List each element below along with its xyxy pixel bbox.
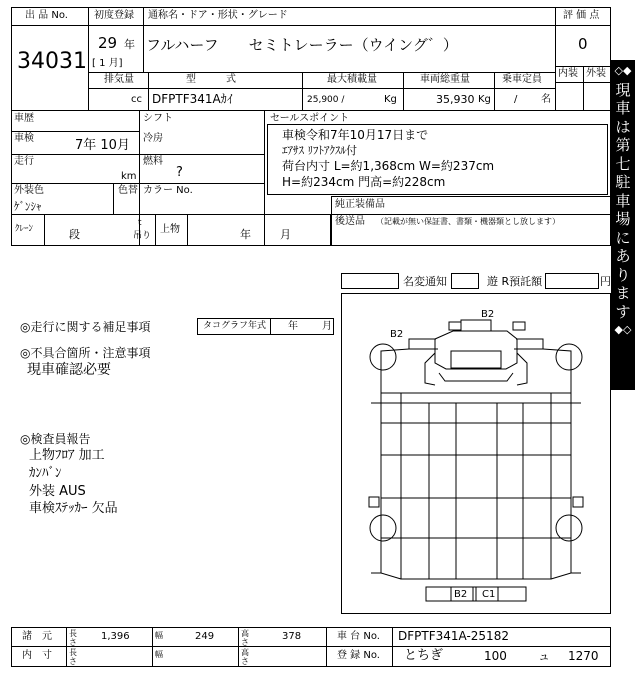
max-load-value: 25,900 / — [307, 95, 345, 105]
shaken-label: 車検 — [14, 133, 34, 144]
banner-char: あ — [615, 247, 631, 265]
rating-value: 0 — [578, 35, 588, 53]
upper-body-month: 月 — [280, 228, 291, 241]
banner-char: は — [615, 117, 631, 136]
banner-char: す — [615, 302, 631, 321]
delivery-items-note: （記載が無い保証書、書類・機器類とし放します） — [376, 217, 560, 226]
crane-hang: 吊り — [133, 231, 152, 241]
inspector-report-title: ◎検査員報告 — [20, 432, 91, 446]
exterior-color-label: 外装色 — [14, 185, 44, 196]
interior-rating-label: 内装 — [558, 68, 578, 79]
divider — [583, 66, 584, 111]
year-unit: 年 — [124, 38, 135, 51]
first-registration-month: [ 1 月] — [92, 58, 123, 69]
lot-number: 34031 — [17, 49, 87, 74]
registration-region: とちぎ — [404, 648, 444, 663]
genuine-equipment-label: 純正装備品 — [335, 199, 385, 210]
divider — [302, 72, 303, 111]
divider — [238, 627, 239, 667]
recycle-deposit-label: 遊 R預託額 — [487, 275, 543, 288]
divider — [270, 318, 271, 335]
divider — [331, 196, 611, 197]
defects-text: 現車確認必要 — [27, 362, 111, 378]
mileage-unit: km — [121, 171, 137, 182]
driving-notes-title: ◎走行に関する補足事項 — [20, 320, 151, 334]
registration-number: 1270 — [568, 649, 599, 663]
banner-char: 車 — [615, 99, 631, 117]
divider — [152, 627, 153, 667]
banner-char: に — [615, 228, 631, 247]
crane-step: 段 — [69, 228, 80, 241]
damage-mark: B2 — [390, 329, 404, 340]
upper-body-label: 上物 — [160, 224, 180, 235]
yen-unit: 円 — [600, 275, 611, 288]
height-label-text: 高 さ — [241, 629, 249, 647]
name-change-label: 名変通知 — [403, 275, 447, 288]
model-label: 型 式 — [186, 74, 236, 85]
divider — [11, 154, 265, 155]
registration-label: 登 録 No. — [337, 650, 380, 661]
tachograph-month: 月 — [322, 321, 332, 332]
inspector-report-line: 車検ｽﾃｯｶｰ 欠品 — [29, 501, 118, 516]
mileage-label: 走行 — [14, 156, 34, 167]
divider — [143, 7, 144, 73]
divider — [44, 214, 45, 246]
color-change-label: 色替 — [118, 185, 138, 196]
divider — [113, 183, 114, 214]
height-label-text: 高 さ — [241, 648, 249, 666]
length-label-text: 長 さ — [69, 648, 77, 666]
max-load-unit: Kg — [384, 94, 397, 105]
location-banner — [611, 60, 635, 390]
banner-char: 駐 — [615, 173, 631, 191]
divider — [11, 131, 139, 132]
displacement-unit: cc — [131, 94, 142, 105]
length-value: 1,396 — [101, 631, 130, 642]
sales-point-line: ｴｱｻｽ ﾘﾌﾄｱｸｽﾙ付 — [282, 144, 357, 157]
sales-point-line: 荷台内寸 L=約1,368cm W=約237cm — [282, 159, 495, 173]
width-value: 249 — [195, 631, 215, 642]
banner-char: ま — [615, 284, 631, 302]
fuel-value: ? — [176, 165, 183, 180]
model-value: DFPTF341Aｶｲ — [152, 92, 233, 106]
capacity-value: / — [514, 94, 518, 105]
diamond-icon: ◇◆ — [614, 64, 632, 77]
damage-mark: B2 — [481, 309, 495, 320]
crane-ton: t — [138, 218, 142, 228]
lot-label: 出 品 No. — [25, 10, 68, 21]
inspector-report-line: ｶﾝﾊﾞﾝ — [29, 466, 62, 481]
name-change-checkbox[interactable] — [341, 273, 399, 289]
chassis-number-label: 車 台 No. — [337, 631, 380, 642]
divider — [88, 25, 556, 26]
divider — [148, 72, 149, 111]
divider — [88, 88, 556, 89]
tachograph-label: タコグラフ年式 — [203, 321, 267, 331]
divider — [331, 196, 332, 246]
damage-mark: C1 — [482, 589, 496, 600]
crane-label: ｸﾚｰﾝ — [15, 224, 34, 234]
gross-weight-label: 車両総重量 — [420, 74, 470, 85]
height-label — [241, 629, 251, 647]
divider — [187, 214, 188, 246]
fuel-label: 燃料 — [143, 156, 163, 167]
divider — [66, 627, 67, 667]
banner-char: 場 — [615, 210, 631, 228]
inner-width-label: 幅 — [155, 650, 163, 659]
diamond-icon: ◆◇ — [614, 323, 632, 336]
inspector-report-line: 外装 AUS — [29, 484, 86, 499]
banner-char: 七 — [615, 154, 631, 173]
defects-title: ◎不具合箇所・注意事項 — [20, 346, 151, 360]
length-label — [69, 629, 79, 647]
sales-points-label: セールスポイント — [270, 113, 350, 124]
delivery-items-label: 後送品 — [335, 216, 365, 227]
vehicle-name-label: 通称名・ドア・形状・グレード — [148, 10, 288, 21]
registration-kana: ュ — [538, 649, 551, 663]
divider — [494, 72, 495, 111]
capacity-label: 乗車定員 — [502, 74, 542, 85]
divider — [555, 25, 611, 26]
gross-weight-value: 35,930 — [436, 93, 475, 106]
gross-weight-unit: Kg — [478, 94, 491, 105]
inner-height-label — [241, 648, 251, 666]
specs-label: 諸 元 — [22, 631, 52, 642]
shift-label: シフト — [143, 113, 173, 124]
first-registration-year: 29 — [98, 34, 118, 52]
divider — [11, 183, 265, 184]
inspector-report-line: 上物ﾌﾛｱ 加工 — [29, 448, 105, 463]
exterior-rating-label: 外装 — [586, 68, 606, 79]
upper-body-year: 年 — [240, 228, 251, 241]
name-change-box[interactable] — [451, 273, 479, 289]
divider — [403, 72, 404, 111]
capacity-unit: 名 — [541, 94, 551, 105]
banner-char: 車 — [615, 191, 631, 210]
recycle-deposit-box[interactable] — [545, 273, 599, 289]
inner-dims-label: 内 寸 — [22, 650, 52, 661]
history-label: 車歴 — [14, 113, 34, 124]
sales-point-line: 車検令和7年10月17日まで — [282, 128, 429, 142]
color-number-label: カラー No. — [143, 185, 193, 196]
first-registration-label: 初度登録 — [94, 10, 134, 21]
banner-char: 第 — [615, 136, 631, 154]
chassis-number-value: DFPTF341A-25182 — [398, 629, 509, 643]
exterior-color-value: ｹﾞﾝｼｬ — [14, 200, 42, 213]
divider — [326, 627, 327, 667]
width-label: 幅 — [155, 631, 163, 640]
tachograph-year: 年 — [288, 321, 298, 332]
length-label-text: 長 さ — [69, 629, 77, 647]
shaken-value: 7年 10月 — [75, 138, 130, 153]
vehicle-damage-diagram — [341, 293, 611, 614]
divider — [392, 627, 393, 667]
rating-label: 評 価 点 — [563, 10, 600, 21]
banner-char: 現 — [615, 80, 631, 99]
divider — [155, 214, 156, 246]
divider — [11, 25, 89, 26]
height-value: 378 — [282, 631, 302, 642]
ac-label: 冷房 — [143, 133, 163, 144]
banner-char: り — [615, 265, 631, 284]
displacement-label: 排気量 — [104, 74, 134, 85]
vehicle-name: フルハーフ セミトレーラー（ウイング゛） — [146, 36, 458, 54]
damage-mark: B2 — [454, 589, 468, 600]
registration-class: 100 — [484, 649, 507, 663]
max-load-label: 最大積載量 — [327, 74, 377, 85]
divider — [331, 214, 611, 215]
inner-length-label — [69, 648, 79, 666]
sales-point-line: H=約234cm 門高=約228cm — [282, 175, 446, 189]
divider — [11, 646, 611, 647]
